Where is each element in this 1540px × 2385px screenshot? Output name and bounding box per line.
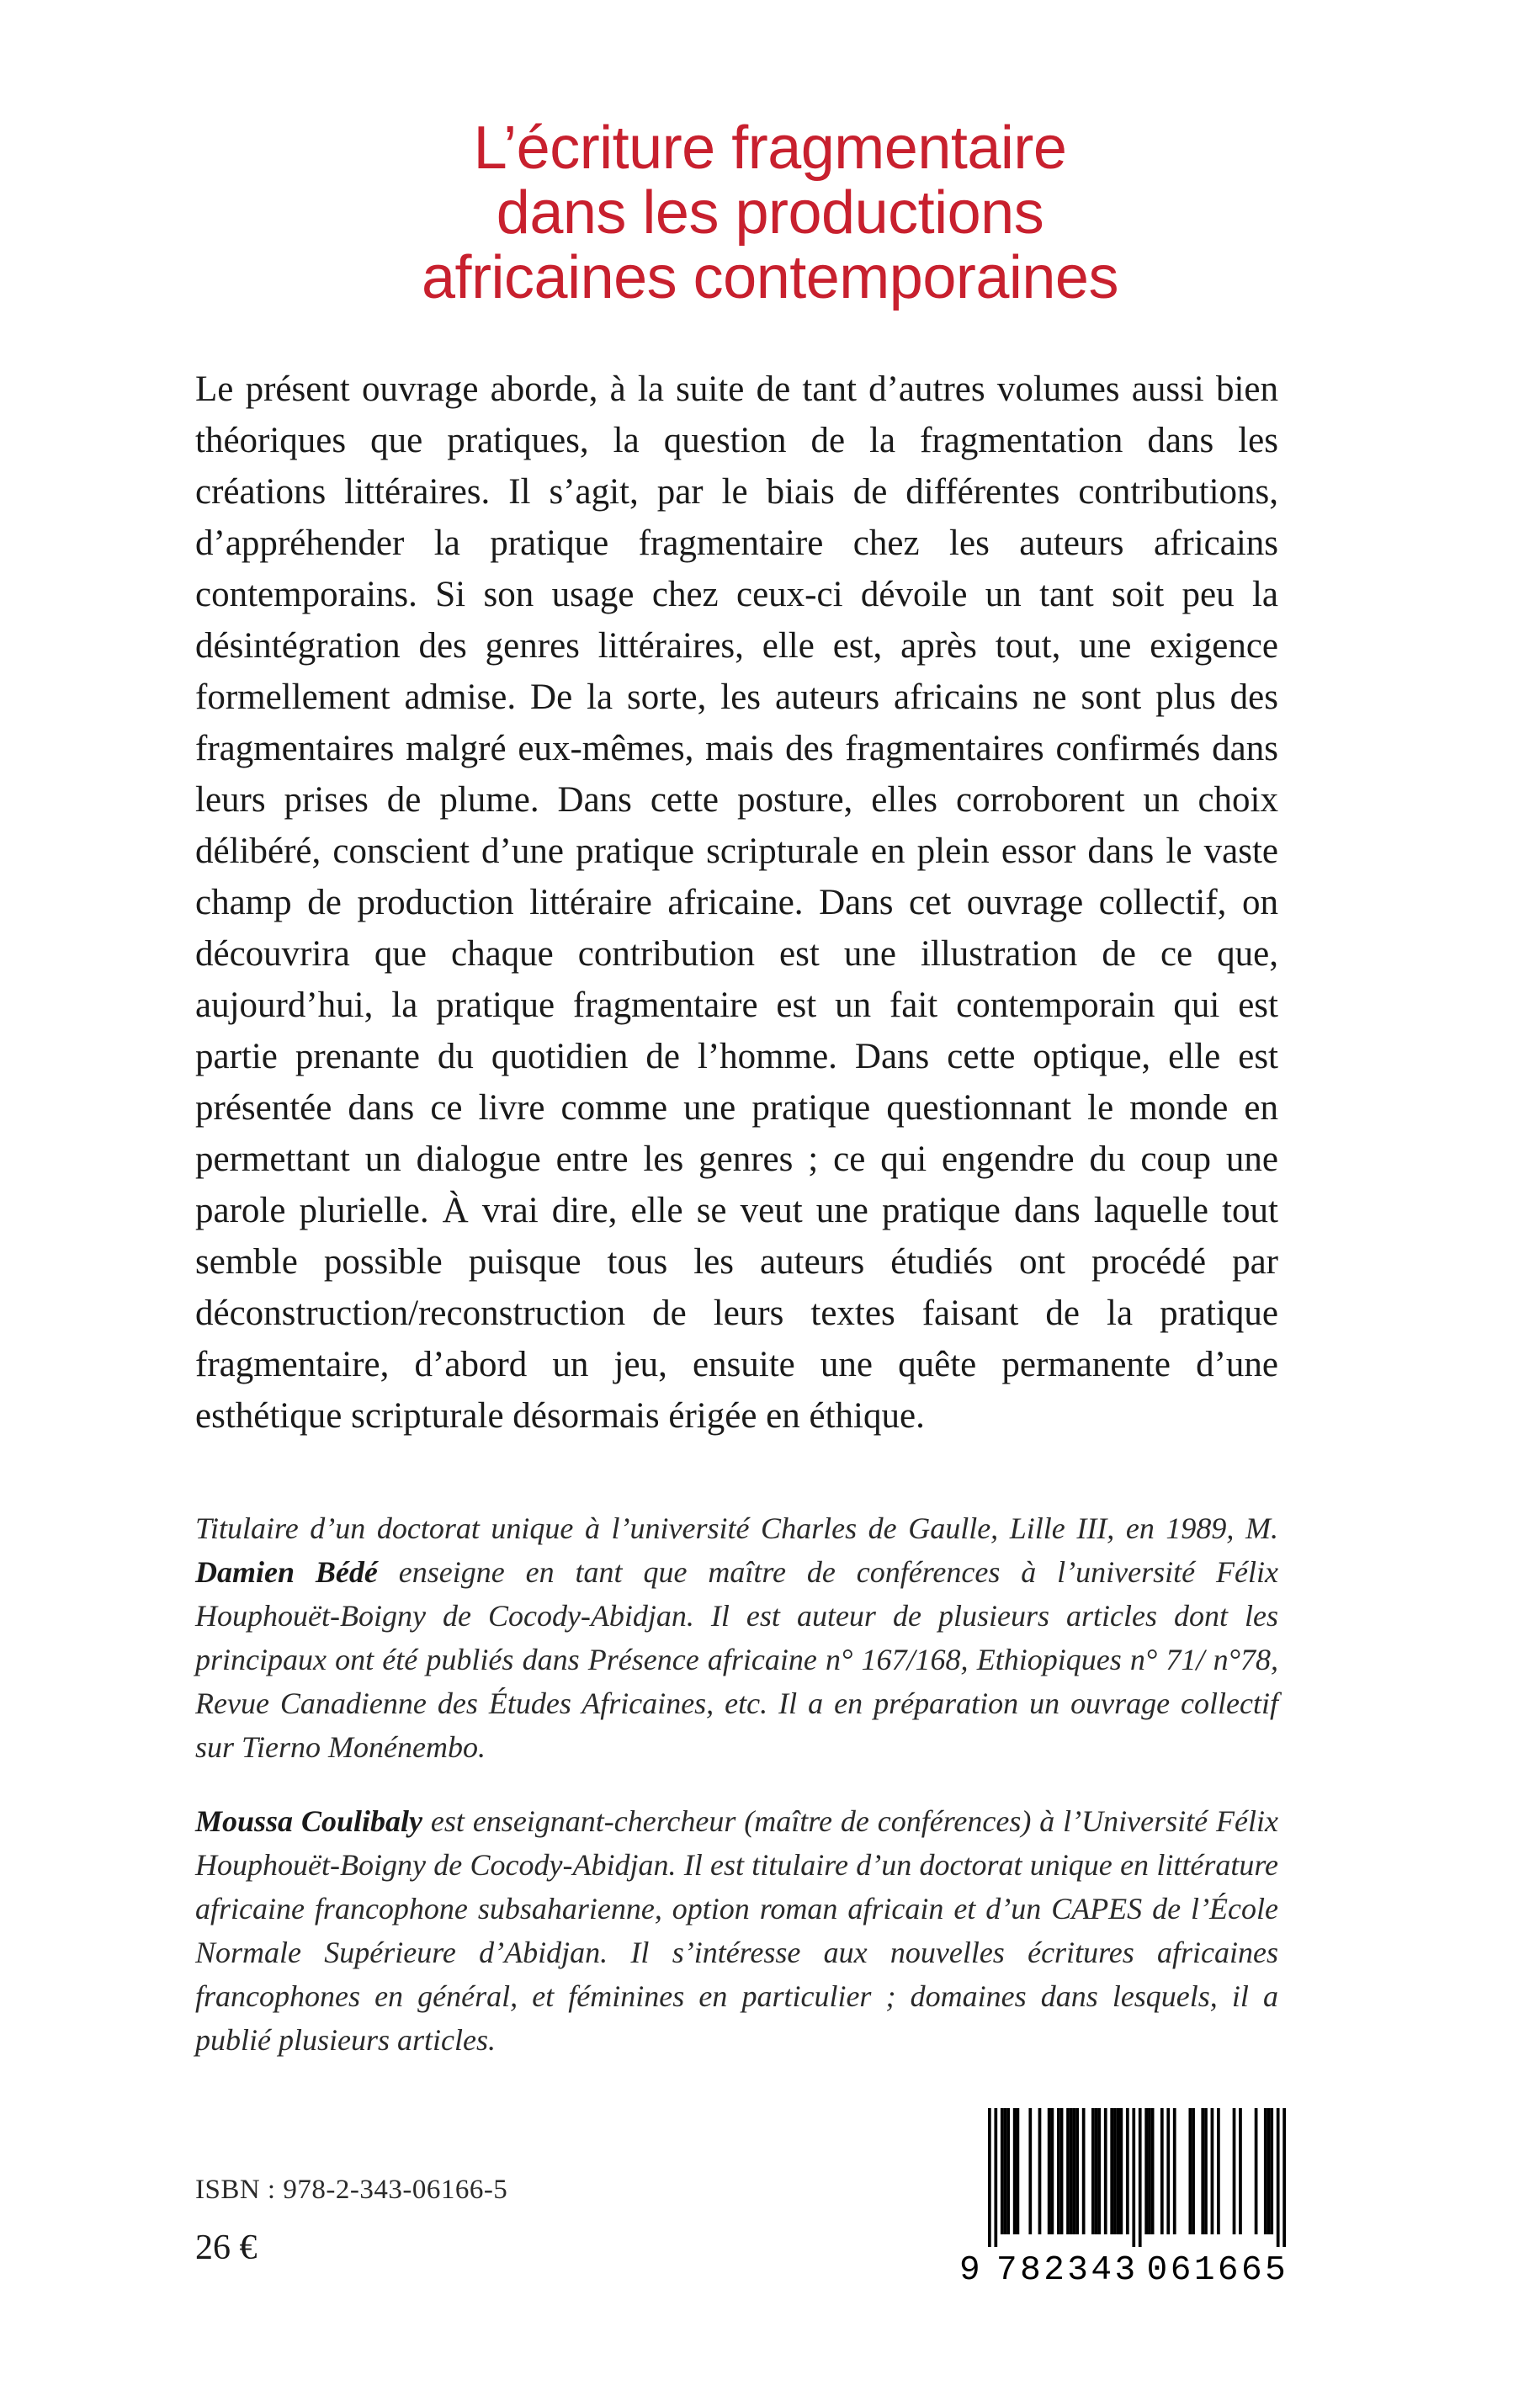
bio-2-text: est enseignant-chercheur (maître de conférences) à l’Université Félix Houphouët-Boigny de Cocody-Abidjan. Il est titulaire d’un doctorat unique en littérature africaine francophone subsaharienne, option roman africain et d’un CAPES de l’École Normale Supérieure d’Abidjan. Il s’intéresse aux nouvelles écritures africaines francophones en général, et féminines en particulier ; domaines dans lesquels, il a publié plusieurs articles. (195, 1804, 1278, 2057)
barcode-bar (1017, 2108, 1020, 2234)
barcode-bar (1173, 2108, 1176, 2234)
barcode-bars (988, 2108, 1286, 2247)
barcode-bar (1166, 2108, 1170, 2234)
author-bio-damien-bede (195, 1506, 1278, 1769)
barcode-bar (1066, 2108, 1070, 2234)
barcode-digit-group-left: 782343 (996, 2251, 1139, 2290)
book-summary: Le présent ouvrage aborde, à la suite de tant d’autres volumes aussi bien théoriques que pratiques, la question de la fragmentation dans les créations littéraires. Il s’agit, par le biais de différentes contributions, d’appréhender la pratique fragmentaire chez les auteurs africains contemporains. Si son usage chez ceux-ci dévoile un tant soit peu la désintégration des genres littéraires, elle est, après tout, une exigence formellement admise. De la sorte, les auteurs africains ne sont plus des fragmentaires malgré eux-mêmes, mais des fragmentaires confirmés dans leurs prises de plume. Dans cette posture, elles corroborent un choix délibéré, conscient d’une pratique scripturale en plein essor dans le vaste champ de production littéraire africaine. Dans cet ouvrage collectif, on découvrira que chaque contribution est une illustration de ce que, aujourd’hui, la pratique fragmentaire est un fait contemporain qui est partie prenante du quotidien de l’homme. Dans cette optique, elle est présentée dans ce livre comme une pratique questionnant le monde en permettant un dialogue entre les genres ; ce qui engendre du coup une parole plurielle. À vrai dire, elle se veut une pratique dans laquelle tout semble possible puisque tous les auteurs étudiés ont procédé par déconstruction/reconstruction de leurs textes faisant de la pratique fragmentaire, d’abord un jeu, ensuite une quête permanente d’une esthétique scripturale désormais érigée en éthique. (195, 369, 1278, 1436)
author-bio-moussa-coulibaly (195, 1799, 1278, 2062)
barcode-bar (1073, 2108, 1076, 2234)
barcode-bar (1239, 2108, 1242, 2234)
barcode-bar (1110, 2108, 1113, 2234)
barcode-bar (1211, 2108, 1214, 2234)
title-line-3: africaines contemporaines (422, 244, 1118, 311)
barcode-bar (1001, 2108, 1004, 2234)
barcode-bar (1126, 2108, 1129, 2234)
barcode-bar (1075, 2108, 1079, 2234)
barcode-bar (1117, 2108, 1120, 2234)
barcode-bar (1151, 2108, 1155, 2234)
barcode-bar (1217, 2108, 1220, 2234)
book-title (0, 116, 1540, 311)
barcode-bar (1104, 2108, 1107, 2234)
barcode-bar (1192, 2108, 1195, 2234)
barcode-bar (1070, 2108, 1073, 2234)
barcode-bar (1160, 2108, 1164, 2234)
barcode-bar (1097, 2108, 1101, 2234)
barcode-bar (1120, 2108, 1123, 2234)
barcode-bar (1132, 2108, 1135, 2247)
barcode-bar (1095, 2108, 1098, 2234)
barcode-digit-group-right: 061665 (1146, 2251, 1289, 2290)
author-name-damien-bede: Damien Bédé (195, 1555, 378, 1589)
barcode-bar (1204, 2108, 1208, 2234)
barcode-bar (1188, 2108, 1192, 2234)
barcode-bar (1267, 2108, 1271, 2234)
barcode-bar (1282, 2108, 1286, 2247)
barcode-bar (1255, 2108, 1258, 2234)
barcode-bar (1004, 2108, 1007, 2234)
barcode-bar (1057, 2108, 1060, 2234)
barcode-bar (1270, 2108, 1273, 2234)
barcode-bar (1277, 2108, 1280, 2247)
barcode-bar (994, 2108, 997, 2247)
isbn-label: ISBN : 978-2-343-06166-5 (195, 2175, 508, 2205)
barcode-bar (1139, 2108, 1142, 2247)
price-label: 26 € (195, 2228, 258, 2267)
bio-1-intro: Titulaire d’un doctorat unique à l’université Charles de Gaulle, Lille III, en 1989, M. (195, 1511, 1278, 1545)
barcode-digit-lead: 9 (959, 2251, 980, 2290)
barcode-bar (1148, 2108, 1151, 2234)
barcode-bar (1038, 2108, 1042, 2234)
barcode-bar (1264, 2108, 1267, 2234)
barcode (959, 2108, 1296, 2297)
barcode-bar (1060, 2108, 1064, 2234)
barcode-bar (1051, 2108, 1054, 2234)
title-line-1: L’écriture fragmentaire (473, 114, 1067, 182)
barcode-bar (988, 2108, 991, 2247)
title-line-2: dans les productions (496, 179, 1044, 247)
barcode-bar (1233, 2108, 1236, 2234)
barcode-bar (1048, 2108, 1051, 2234)
barcode-bar (1028, 2108, 1032, 2234)
barcode-bar (1201, 2108, 1204, 2234)
barcode-bar (1082, 2108, 1086, 2234)
author-name-moussa-coulibaly: Moussa Coulibaly (195, 1804, 422, 1838)
barcode-bar (1013, 2108, 1017, 2234)
barcode-bar (1006, 2108, 1010, 2234)
barcode-bar (1091, 2108, 1095, 2234)
barcode-bar (1144, 2108, 1148, 2234)
bio-1-text: enseigne en tant que maître de conférences à l’université Félix Houphouët-Boigny de Cocody-Abidjan. Il est auteur de plusieurs articles dont les principaux ont été publiés dans Présence africaine n° 167/168, Ethiopiques n° 71/ n°78, Revue Canadienne des Études Africaines, etc. Il a en préparation un ouvrage collectif sur Tierno Monénembo. (195, 1555, 1278, 1764)
barcode-bar (1113, 2108, 1117, 2234)
barcode-digits (959, 2250, 1296, 2297)
